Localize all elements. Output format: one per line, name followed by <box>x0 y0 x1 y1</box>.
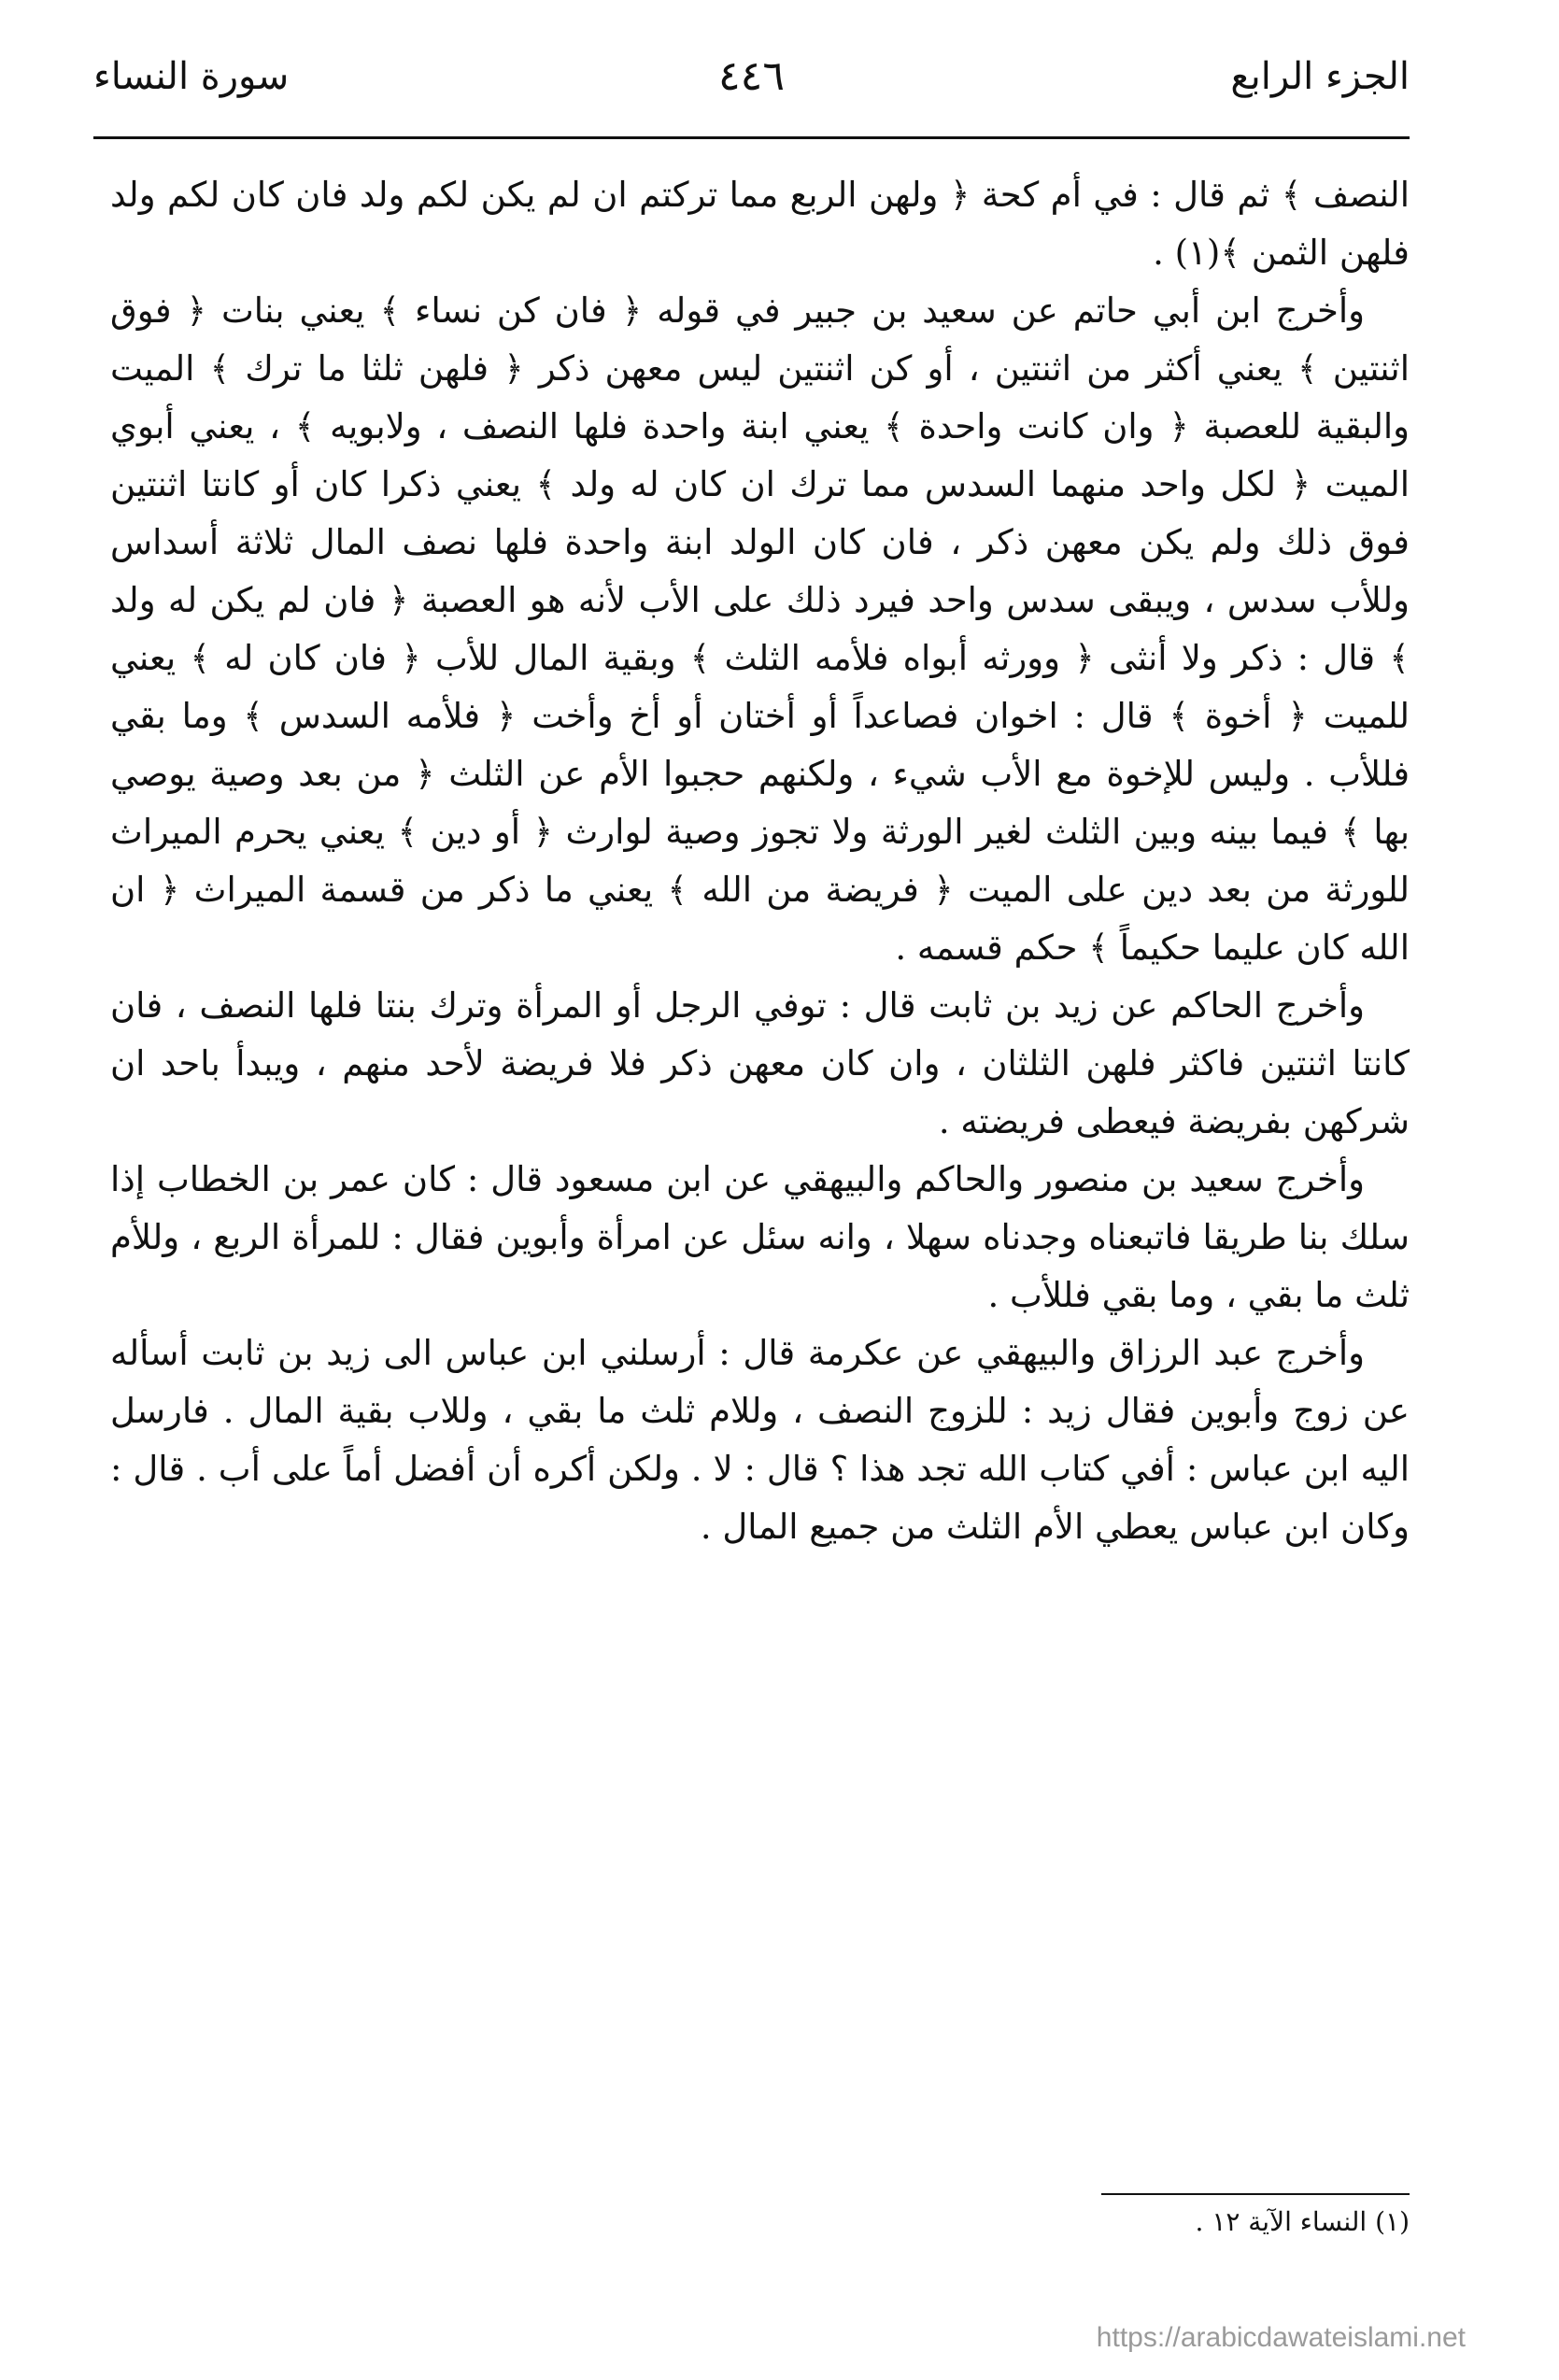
header-divider <box>93 136 1410 139</box>
paragraph: وأخرج عبد الرزاق والبيهقي عن عكرمة قال : أرسلني ابن عباس الى زيد بن ثابت أسأله عن زوج وأبوين فقال زيد : للزوج النصف ، وللام ثلث ما بقي ، وللاب بقية المال . فارسل اليه ابن عباس : أفي كتاب الله تجد هذا ؟ قال : لا . ولكن أكره أن أفضل أماً على أب . قال : وكان ابن عباس يعطي الأم الثلث من جميع المال . <box>110 1333 1410 1547</box>
header-surah-label: سورة النساء <box>93 55 290 98</box>
footnote: (١) النساء الآية ١٢ . <box>1195 2206 1410 2237</box>
paragraph: وأخرج سعيد بن منصور والحاكم والبيهقي عن ابن مسعود قال : كان عمر بن الخطاب إذا سلك بنا طريقا فاتبعناه وجدناه سهلا ، وانه سئل عن امرأة وأبوين فقال : للمرأة الربع ، وللأم ثلث ما بقي ، وما بقي فللأب . <box>110 1159 1410 1315</box>
paragraph: وأخرج الحاكم عن زيد بن ثابت قال : توفي الرجل أو المرأة وترك بنتا فلها النصف ، فان كانتا اثنتين فاكثر فلهن الثلثان ، وان كان معهن ذكر فلا فريضة لأحد منهم ، ويبدأ باحد ان شركهن بفريضة فيعطى فريضته . <box>110 985 1410 1141</box>
footnote-divider <box>1101 2193 1410 2195</box>
watermark-url: https://arabicdawateislami.net <box>1096 2322 1466 2353</box>
paragraph: وأخرج ابن أبي حاتم عن سعيد بن جبير في قوله ﴿ فان كن نساء ﴾ يعني بنات ﴿ فوق اثنتين ﴾ يعني أكثر من اثنتين ، أو كن اثنتين ليس معهن ذكر ﴿ فلهن ثلثا ما ترك ﴾ الميت والبقية للعصبة ﴿ وان كانت واحدة ﴾ يعني ابنة واحدة فلها النصف ، ولابويه ﴾ ، يعني أبوي الميت ﴿ لكل واحد منهما السدس مما ترك ان كان له ولد ﴾ يعني ذكرا كان أو كانتا اثنتين فوق ذلك ولم يكن معهن ذكر ، فان كان الولد ابنة واحدة فلها نصف المال ثلاثة أسداس وللأب سدس ، ويبقى سدس واحد فيرد ذلك على الأب لأنه هو العصبة ﴿ فان لم يكن له ولد ﴾ قال : ذكر ولا أنثى ﴿ وورثه أبواه فلأمه الثلث ﴾ وبقية المال للأب ﴿ فان كان له ﴾ يعني للميت ﴿ أخوة ﴾ قال : اخوان فصاعداً أو أختان أو أخ وأخت ﴿ فلأمه السدس ﴾ وما بقي فللأب . وليس للإخوة مع الأب شيء ، ولكنهم حجبوا الأم عن الثلث ﴿ من بعد وصية يوصي بها ﴾ فيما بينه وبين الثلث لغير الورثة ولا تجوز وصية لوارث ﴿ أو دين ﴾ يعني يحرم الميراث للورثة من بعد دين على الميت ﴿ فريضة من الله ﴾ يعني ما ذكر من قسمة الميراث ﴿ ان الله كان عليما حكيماً ﴾ حكم قسمه . <box>110 290 1410 968</box>
header-part-label: الجزء الرابع <box>1230 55 1410 98</box>
main-text <box>110 166 1410 1556</box>
running-header <box>93 39 1410 114</box>
paragraph: النصف ﴾ ثم قال : في أم كحة ﴿ ولهن الربع مما تركتم ان لم يكن لكم ولد فان كان لكم ولد فلهن الثمن ﴾(١) . <box>110 175 1410 273</box>
page-number: ٤٤٦ <box>718 52 785 100</box>
